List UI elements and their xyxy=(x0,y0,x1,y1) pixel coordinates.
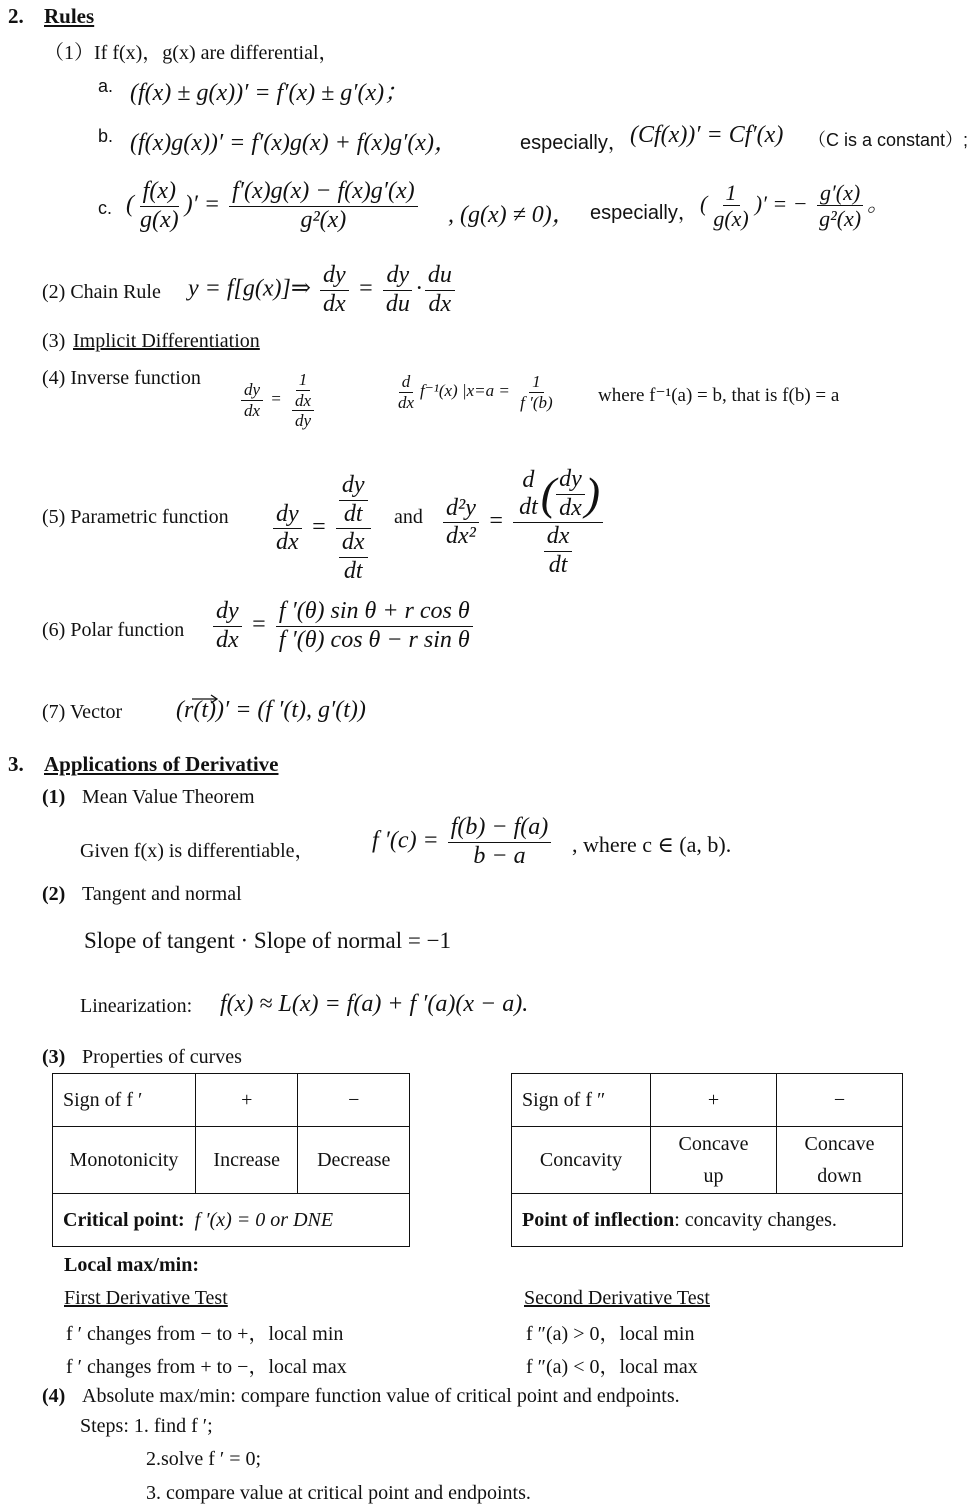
rules-heading: Rules xyxy=(44,4,95,28)
f-prime-plus: + xyxy=(196,1074,298,1127)
vector-label: (7) Vector xyxy=(42,701,123,723)
properties-heading: Properties of curves xyxy=(82,1046,242,1068)
tangent-heading: Tangent and normal xyxy=(82,883,242,905)
param-dt-2: dt xyxy=(519,494,538,521)
chain-dy-1: dy xyxy=(320,262,349,291)
param-dx2: dx² xyxy=(446,523,476,550)
param-dt-4: dt xyxy=(548,551,568,578)
c2-num: 1 xyxy=(723,180,740,206)
param-dt-bot: dt xyxy=(343,557,363,584)
param-dy: dy xyxy=(273,501,302,530)
param-d2y: d²y xyxy=(443,495,479,524)
decrease-cell: Decrease xyxy=(298,1127,410,1194)
concave-up-1: Concave xyxy=(678,1133,749,1155)
inverse-formula-2 xyxy=(392,372,559,412)
c2-rhs-den: g²(x) xyxy=(819,206,862,232)
chain-du-1: du xyxy=(385,290,410,317)
chain-dy-2: dy xyxy=(383,262,412,291)
mvt-number: (1) xyxy=(42,786,66,808)
tangent-number: (2) xyxy=(42,883,66,905)
mvt-given: Given f(x) is differentiable， xyxy=(80,840,315,862)
inflection-label: Point of inflection xyxy=(522,1208,675,1231)
inv-dy-2: dy xyxy=(295,411,312,431)
concave-up-2: up xyxy=(703,1165,724,1187)
inflection-text: : concavity changes. xyxy=(674,1208,837,1231)
second-derivative-table xyxy=(511,1073,903,1247)
step-1: Steps: 1. find f ′; xyxy=(80,1415,213,1437)
rule-b-label: b. xyxy=(98,126,114,146)
inflection-cell xyxy=(512,1194,903,1247)
inv-dx-2: dx xyxy=(292,391,314,412)
f-double-prime-minus: − xyxy=(777,1074,903,1127)
sign-f-double-prime-label: Sign of f ″ xyxy=(512,1074,651,1127)
param-dx: dx xyxy=(276,529,299,556)
first-derivative-table xyxy=(52,1073,410,1247)
inv-one: 1 xyxy=(296,370,311,391)
first-test-line-2: f ′ changes from + to −，local max xyxy=(66,1356,347,1378)
concave-up-cell xyxy=(651,1127,777,1194)
c-num: f(x) xyxy=(140,178,179,207)
param-dx-bot: dx xyxy=(339,529,368,558)
implicit-prefix: (3) xyxy=(42,330,66,352)
mvt-fc: f ′(c) = xyxy=(372,827,439,854)
section-3-number: 3. xyxy=(8,752,24,776)
mvt-frac-num: f(b) − f(a) xyxy=(448,814,552,843)
concave-down-1: Concave xyxy=(804,1133,875,1155)
concavity-label: Concavity xyxy=(512,1127,651,1194)
chain-dx-2: dx xyxy=(428,290,452,317)
section-2-number: 2. xyxy=(8,4,24,28)
f-prime-minus: − xyxy=(298,1074,410,1127)
absolute-number: (4) xyxy=(42,1385,66,1407)
properties-number: (3) xyxy=(42,1046,66,1068)
rule-c-formula: ( $\frac{f(x)}{g(x)}$ )′ = $\frac{f'(x)g(x) - f(x)g'(x)}{\text{g²(x)}}$ xyxy=(126,178,421,234)
second-test-line-1: f ″(a) > 0，local min xyxy=(526,1323,695,1345)
inv-dx: dx xyxy=(244,400,261,420)
c2-den: g(x) xyxy=(713,206,749,232)
param-dy-top: dy xyxy=(339,472,368,501)
param-dx-3: dx xyxy=(559,494,582,521)
linearization-label: Linearization: xyxy=(80,995,193,1017)
inv2-d: d xyxy=(399,372,414,393)
rule-b-formula-2: (Cf(x))′ = Cf′(x) xyxy=(630,122,784,148)
inv2-dx: dx xyxy=(398,392,415,412)
slope-relation: Slope of tangent · Slope of normal = −1 xyxy=(84,928,452,953)
c-den: g(x) xyxy=(140,206,179,233)
parametric-formula-2: $\frac{\text{d²y}}{\text{dx²}}$ = d dt ( $\frac{dy}{dx}$ ) $\frac{dx}{dt}$ xyxy=(440,466,606,579)
param-dt-top: dt xyxy=(343,500,363,527)
second-derivative-test: Second Derivative Test xyxy=(524,1287,710,1309)
vector-formula: (r(t))′ = (f ′(t), g′(t)) xyxy=(176,697,366,723)
param-d: d xyxy=(522,466,535,493)
step-2: 2.solve f ′ = 0; xyxy=(146,1448,262,1470)
param-dy-3: dy xyxy=(556,466,585,495)
polar-formula: $\frac{dy}{dx}$ = $\frac{\text{f ′(θ) sin θ + r cos θ}}{\text{f ′(θ) cos θ − r sin θ}}$ xyxy=(210,598,476,654)
mvt-where: , where c ∈ (a, b). xyxy=(572,832,732,857)
sign-f-prime-label: Sign of f ′ xyxy=(53,1074,196,1127)
critical-point-formula: f ′(x) = 0 or DNE xyxy=(194,1208,334,1231)
rule-b-note: （C is a constant）; xyxy=(808,130,969,150)
increase-cell: Increase xyxy=(196,1127,298,1194)
rule-c-label: c. xyxy=(98,198,113,218)
absolute-max-min: Absolute max/min: compare function value of critical point and endpoints. xyxy=(82,1385,680,1407)
chain-rule-formula: y = f[g(x)]⇒ $\frac{dy}{dx}$ = $\frac{dy}{du}$ · $\frac{du}{dx}$ xyxy=(188,262,458,318)
c-rhs-den: g²(x) xyxy=(300,206,347,233)
polar-den: f ′(θ) cos θ − r sin θ xyxy=(278,626,470,653)
parametric-and: and xyxy=(394,506,423,528)
critical-point-label: Critical point: xyxy=(63,1208,185,1231)
rule-b-formula: (f(x)g(x))′ = f′(x)g(x) + f(x)g′(x)， xyxy=(130,130,458,156)
inv-dy: dy xyxy=(241,380,263,401)
inverse-where: where f⁻¹(a) = b, that is f(b) = a xyxy=(598,385,840,406)
step-3: 3. compare value at critical point and endpoints. xyxy=(146,1482,531,1504)
polar-label: (6) Polar function xyxy=(42,619,185,641)
polar-dx: dx xyxy=(216,626,239,653)
linearization-formula: f(x) ≈ L(x) = f(a) + f ′(a)(x − a). xyxy=(220,991,529,1017)
monotonicity-label: Monotonicity xyxy=(53,1127,196,1194)
c-rhs-num: f′(x)g(x) − f(x)g′(x) xyxy=(229,178,418,207)
chain-rule-label: (2) Chain Rule xyxy=(42,281,161,303)
f-double-prime-plus: + xyxy=(651,1074,777,1127)
parametric-label: (5) Parametric function xyxy=(42,506,229,528)
concave-down-2: down xyxy=(817,1165,862,1187)
chain-dx-1: dx xyxy=(322,290,346,317)
rule-c-formula-2: ( $\frac{1}{g(x)}$ )′ = − $\frac{g'(x)}{\text{g²(x)}}$ 。 xyxy=(700,180,890,232)
inverse-function-label: (4) Inverse function xyxy=(42,367,201,389)
chain-du-2: du xyxy=(425,262,455,291)
rule-c-especially: especially， xyxy=(590,202,698,224)
mvt-heading: Mean Value Theorem xyxy=(82,786,255,808)
rule-a-formula: (f(x) ± g(x))′ = f′(x) ± g′(x)； xyxy=(130,80,409,106)
applications-heading: Applications of Derivative xyxy=(44,752,279,776)
polar-dy: dy xyxy=(213,598,242,627)
first-test-line-1: f ′ changes from − to +，local min xyxy=(66,1323,344,1345)
mvt-frac-den: b − a xyxy=(473,842,526,869)
second-test-line-2: f ″(a) < 0，local max xyxy=(526,1356,698,1378)
critical-point-cell xyxy=(53,1194,410,1247)
inv2-one: 1 xyxy=(529,372,544,393)
rule-c-condition: , (g(x) ≠ 0)， xyxy=(448,202,576,228)
param-dx-4: dx xyxy=(544,523,573,552)
chain-rule-lhs: y = f[g(x)]⇒ xyxy=(188,275,311,302)
first-derivative-test: First Derivative Test xyxy=(64,1287,228,1309)
rules-item-1: （1）If f(x)，g(x) are differential， xyxy=(44,42,339,64)
rule-b-especially: especially， xyxy=(520,132,628,154)
parametric-formula: $\frac{dy}{dx}$ = $\frac{\frac{dy}{dt}}{\frac{dx}{dt}}$ xyxy=(270,472,374,585)
inverse-formula-1: $\frac{dy}{dx}$ = $\frac{1}{\frac{dx}{dy}}$ xyxy=(238,370,320,431)
local-max-min-label: Local max/min: xyxy=(64,1254,199,1276)
inv2-mid: f⁻¹(x) |x=a = xyxy=(420,380,510,400)
mvt-formula xyxy=(372,814,554,870)
vector-arrow-icon xyxy=(190,694,220,704)
c2-rhs-num: g′(x) xyxy=(817,180,863,206)
concave-down-cell xyxy=(777,1127,903,1194)
polar-num: f ′(θ) sin θ + r cos θ xyxy=(276,598,473,627)
inv2-fb: f ′(b) xyxy=(520,392,553,412)
implicit-diff-label: Implicit Differentiation xyxy=(73,330,260,352)
rule-a-label: a. xyxy=(98,76,114,96)
